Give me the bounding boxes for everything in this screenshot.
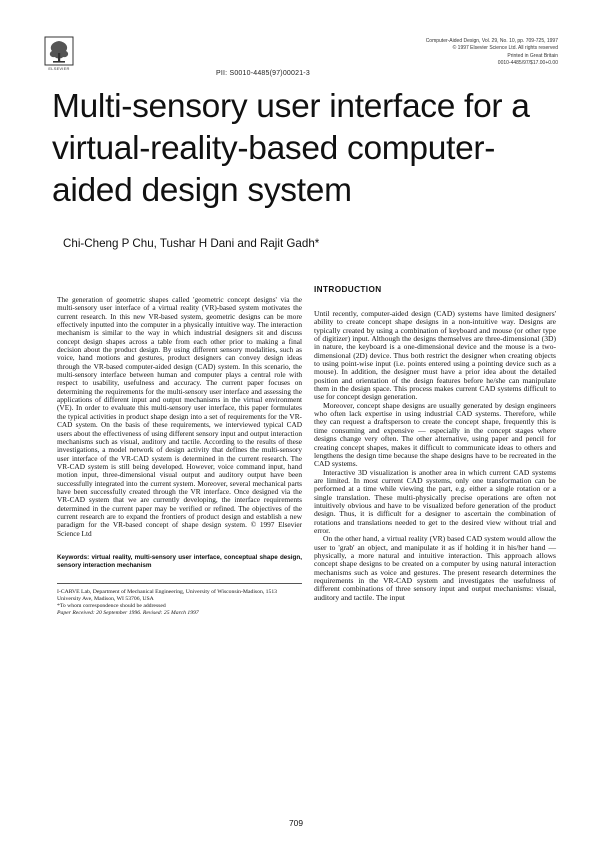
journal-citation: Computer-Aided Design, Vol. 29, No. 10, pp. 709-725, 1997 (425, 38, 558, 44)
page-number: 709 (289, 818, 303, 828)
logo-label: ELSEVIER (48, 66, 70, 71)
intro-paragraph-2: Moreover, concept shape designs are usually generated by design engineers who often lack expertise in using industrial CAD systems. Therefore, while they can request a draftsperson to create the concept shape, frequently this is time consuming and expensive — especially in the concept stages where designs change very often. The other alternative, using paper and pencil for creating concept shapes, makes it difficult to communicate ideas to others and lengthens the design time because the shape designs have to be recreated in the CAD systems. (314, 400, 556, 469)
copyright-line: © 1997 Elsevier Science Ltd. All rights reserved (452, 45, 558, 52)
intro-paragraph-4: On the other hand, a virtual reality (VR) based CAD system would allow the user to 'grab' an object, and manipulate it as if holding it in his/her hand — physically, a more natural and intuitive interaction. This approach allows concept shape designs to be created on a computer by using natural interaction mechanisms such as voice and gestures. The present research determines the requirements in the VR-CAD system and investigates the usefulness of different combinations of three sensory input and output mechanisms: visual, auditory and tactile. The input (314, 534, 556, 602)
section-heading-introduction: INTRODUCTION (314, 285, 382, 294)
footnote-divider (57, 583, 302, 584)
right-column (314, 285, 556, 602)
intro-paragraph-3: Interactive 3D visualization is another area in which current CAD systems are limited. In most current CAD systems, only one transformation can be performed at a time while viewing the part, e.g. either a single rotation or a single translation. These multi-physically precise operations are often not intuitively obvious and have to be visualized before generation of the product design. Thus, it is difficult for a designer to ascertain the combination of rotations and translations needed to get to the desired view without trial and error. (314, 467, 556, 535)
left-column (57, 296, 302, 617)
intro-paragraph-1: Until recently, computer-aided design (CAD) systems have limited designers' ability to create concept shape designs in a non-intuitive way. Designs are typically created by using a combination of keyboard and mouse (or other type of digitizer) input. Although the designs themselves are three-dimensional (3D) in nature, the keyboard is a one-dimensional device and the mouse is a two-dimensional (2D) device. Thus both restrict the designer when creating objects to using point-wise input (i.e. points entered using a pointing device such as a mouse). In addition, the designer must have a prior idea about the detailed position and orientation of the design features before he/she can manipulate them in the design space. This process makes current CAD systems difficult to use for concept design generation. (314, 309, 556, 402)
elsevier-tree-icon (44, 36, 74, 66)
abstract: The generation of geometric shapes called 'geometric concept designs' via the multi-sensory user interface of a virtual reality (VR)-based system motivates the current research. In this new VR-based system, geometric designs can be more effectively inputted into the computer in a physically intuitive way. The interaction mechanism is similar to the way in which industrial designers sit and discuss concept design shapes across a table from each other prior to making a final decision about the product design. By using different sensory modalities, such as voice, hand motions and gestures, product designers can convey design ideas through the VR-based computer-aided design (CAD) system. In this scenario, the multi-sensory interface between human and computer plays a central role with respect to usability, usefulness and accuracy. The current paper focuses on determining the requirements for the multi-sensory user interface and assessing the applications of different input and output mechanisms in the virtual environment (VE). In order to evaluate this multi-sensory user interface, this paper formulates the typical activities in product shape design into a set of requirements for the VR-CAD system. On the basis of these requirements, we interviewed typical CAD users about the effectiveness of using different sensory input and output interaction mechanisms such as visual, auditory and tactile. According to the results of these investigations, a model network of design activity that defines the multi-sensory user interface of the VR-CAD system is determined in the current research. The VR-CAD system is still being developed. However, voice command input, hand motion input, three-dimensional visual output and auditory output have been successfully integrated into the current system. Moreover, several mechanical parts have been successfully created through the VR interface. Once designed via the VR-CAD system that we are currently developing, the interface requirements determined in the current paper may be verified or refined. The objectives of the current research are to expand the frontiers of product design and establish a new paradigm for the VR-based concept of shape design system. © 1997 Elsevier Science Ltd (57, 295, 302, 538)
issn-price-line: 0010-4485/97/$17.00+0.00 (497, 60, 558, 67)
pii-code: PII: S0010-4485(97)00021-3 (216, 70, 310, 77)
correspondence-footnote: *To whom correspondence should be addressed (57, 602, 166, 609)
received-footnote: Paper Received: 20 September 1996. Revised: 25 March 1997 (57, 610, 199, 617)
affiliation-footnote: I-CARVE Lab, Department of Mechanical Engineering, University of Wisconsin-Madison, 1513 University Ave, Madison, WI 53706, USA (57, 588, 278, 602)
author-list: Chi-Cheng P Chu, Tushar H Dani and Rajit Gadh* (63, 237, 320, 250)
printed-in-line: Printed in Great Britain (507, 52, 558, 59)
keywords: Keywords: virtual reality, multi-sensory user interface, conceptual shape design, sensory interaction mechanism (57, 553, 302, 570)
paper-title: Multi-sensory user interface for a virtual-reality-based computer-aided design system (52, 88, 530, 209)
journal-info (368, 38, 558, 68)
elsevier-logo (44, 36, 74, 72)
